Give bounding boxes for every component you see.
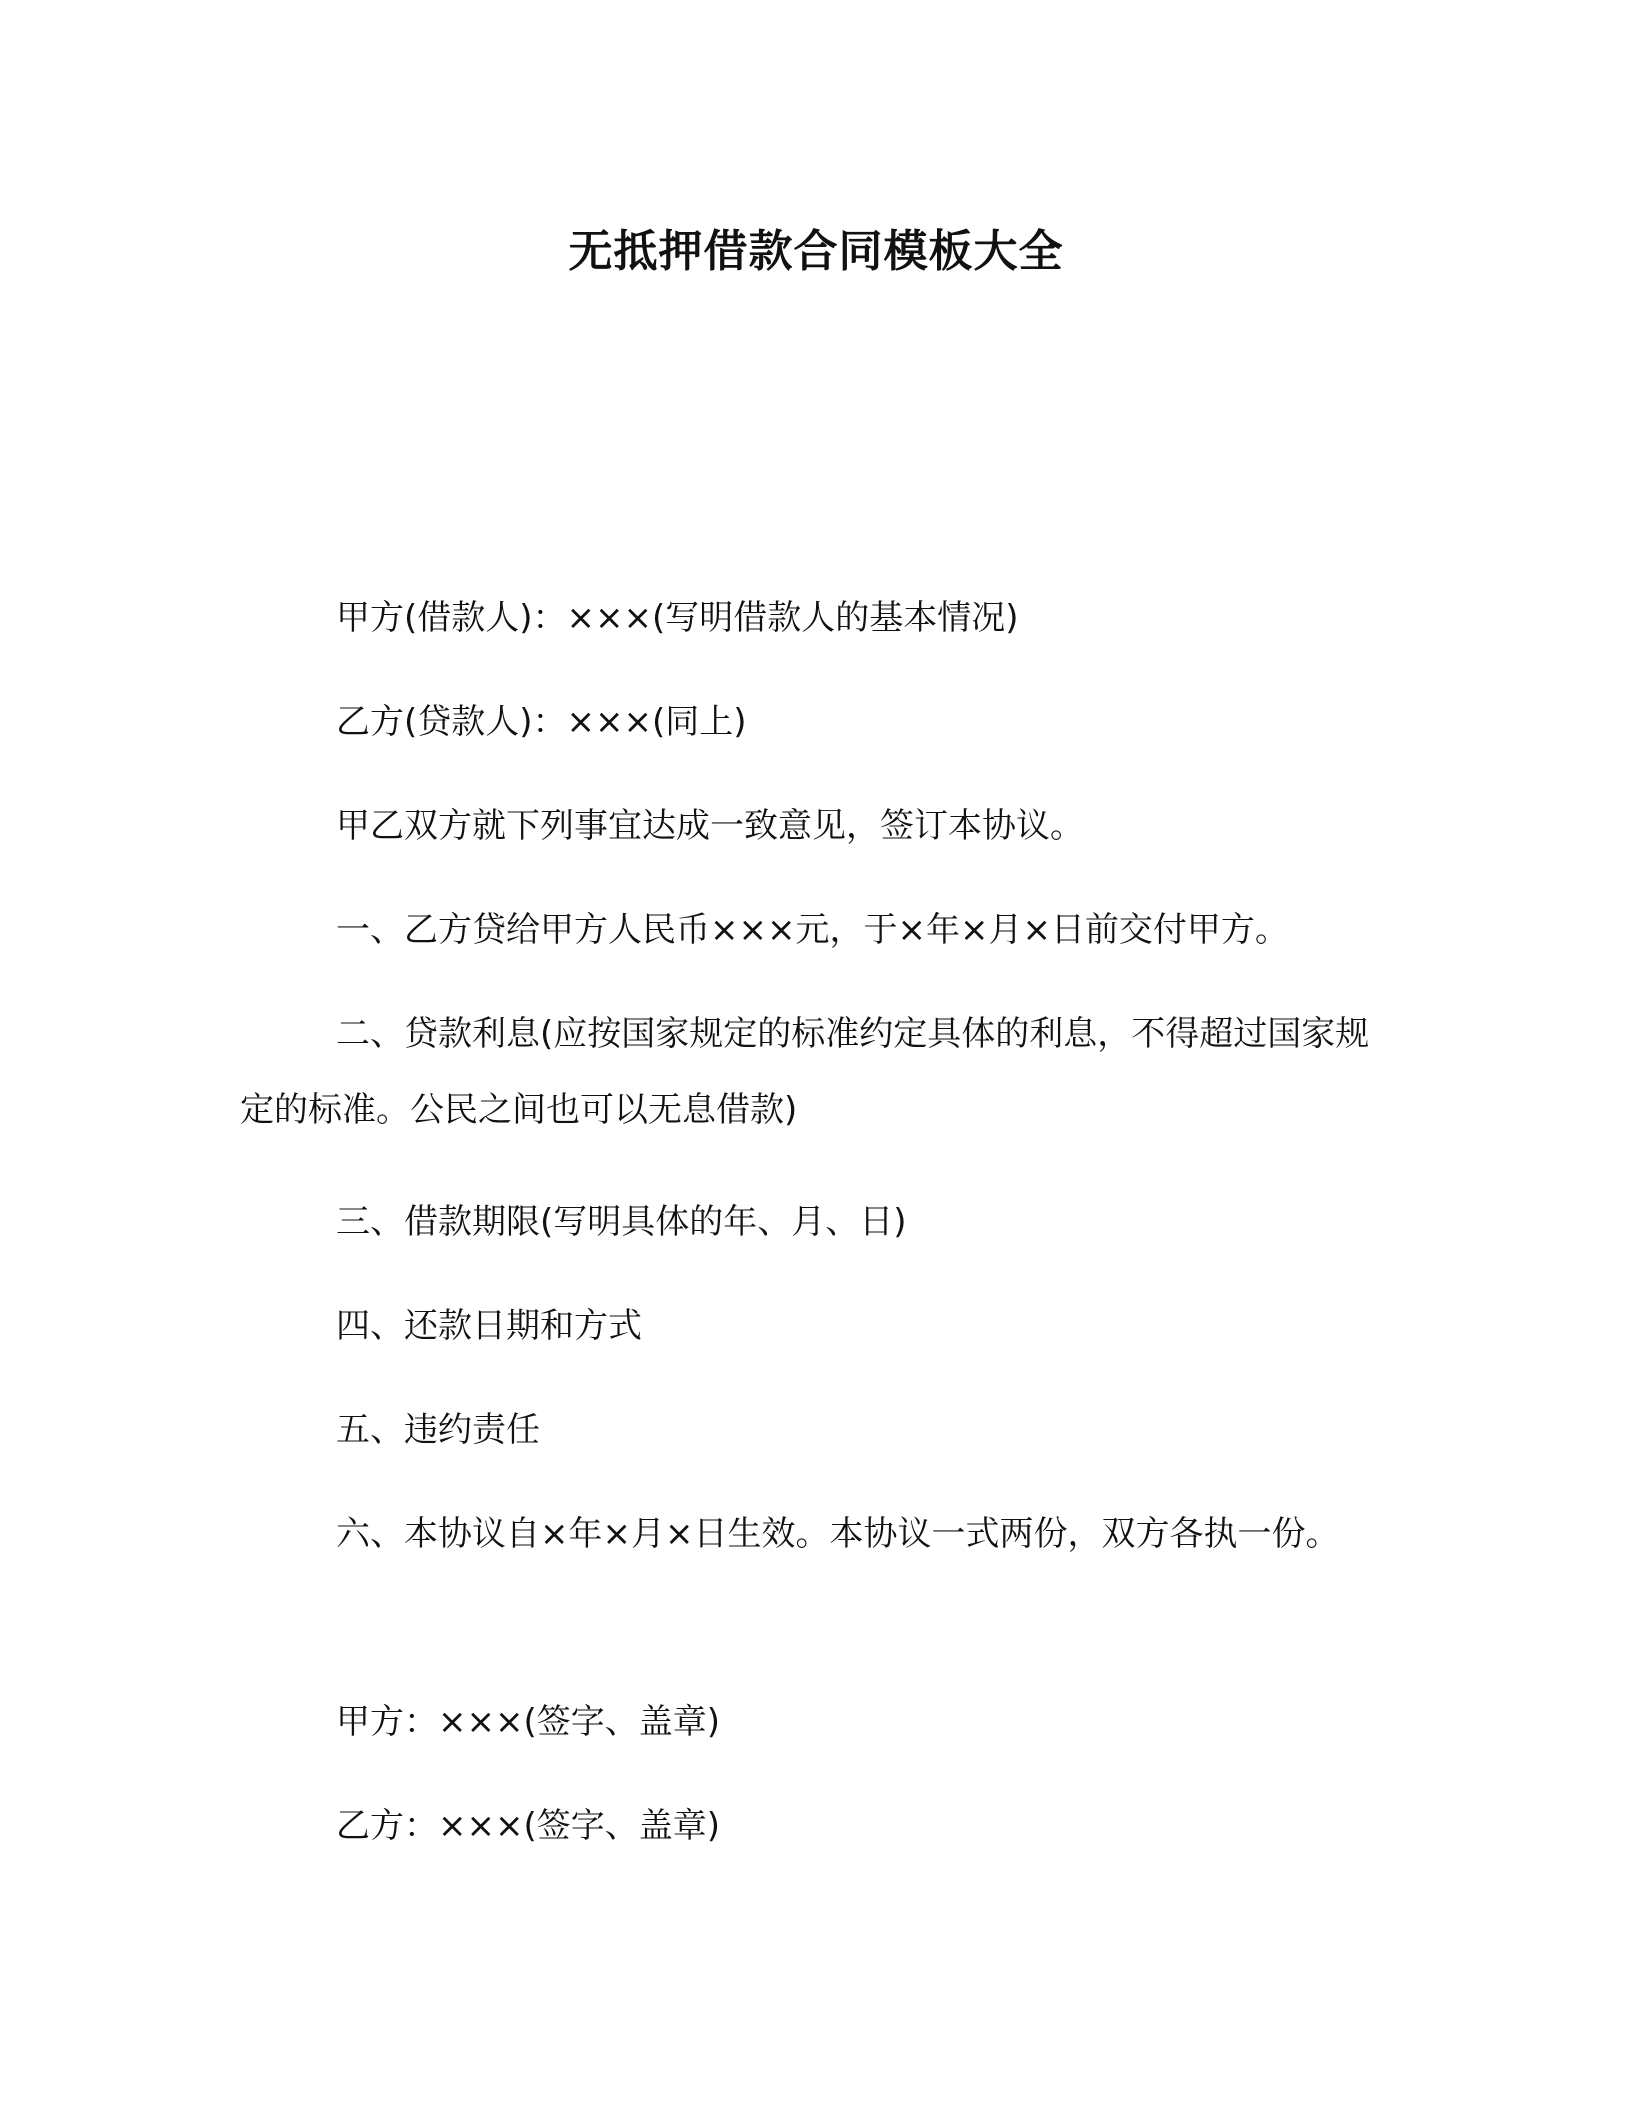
party-b-line: 乙方(贷款人)：×××(同上) (336, 702, 747, 742)
document-title: 无抵押借款合同模板大全 (568, 226, 1064, 277)
party-a-line: 甲方(借款人)：×××(写明借款人的基本情况) (336, 598, 1019, 638)
clause-3: 三、借款期限(写明具体的年、月、日) (336, 1202, 907, 1242)
clause-1: 一、乙方贷给甲方人民币×××元，于×年×月×日前交付甲方。 (336, 910, 1289, 950)
clause-6: 六、本协议自×年×月×日生效。本协议一式两份，双方各执一份。 (336, 1514, 1340, 1554)
clause-5: 五、违约责任 (336, 1410, 540, 1450)
clause-4: 四、还款日期和方式 (336, 1306, 642, 1346)
clause-2: 二、贷款利息(应按国家规定的标准约定具体的利息，不得超过国家规定的标准。公民之间也可以无息借款) (240, 1014, 1370, 1130)
party-a-signature: 甲方：×××(签字、盖章) (336, 1702, 720, 1742)
agreement-intro: 甲乙双方就下列事宜达成一致意见，签订本协议。 (336, 806, 1084, 846)
party-b-signature: 乙方：×××(签字、盖章) (336, 1806, 720, 1846)
